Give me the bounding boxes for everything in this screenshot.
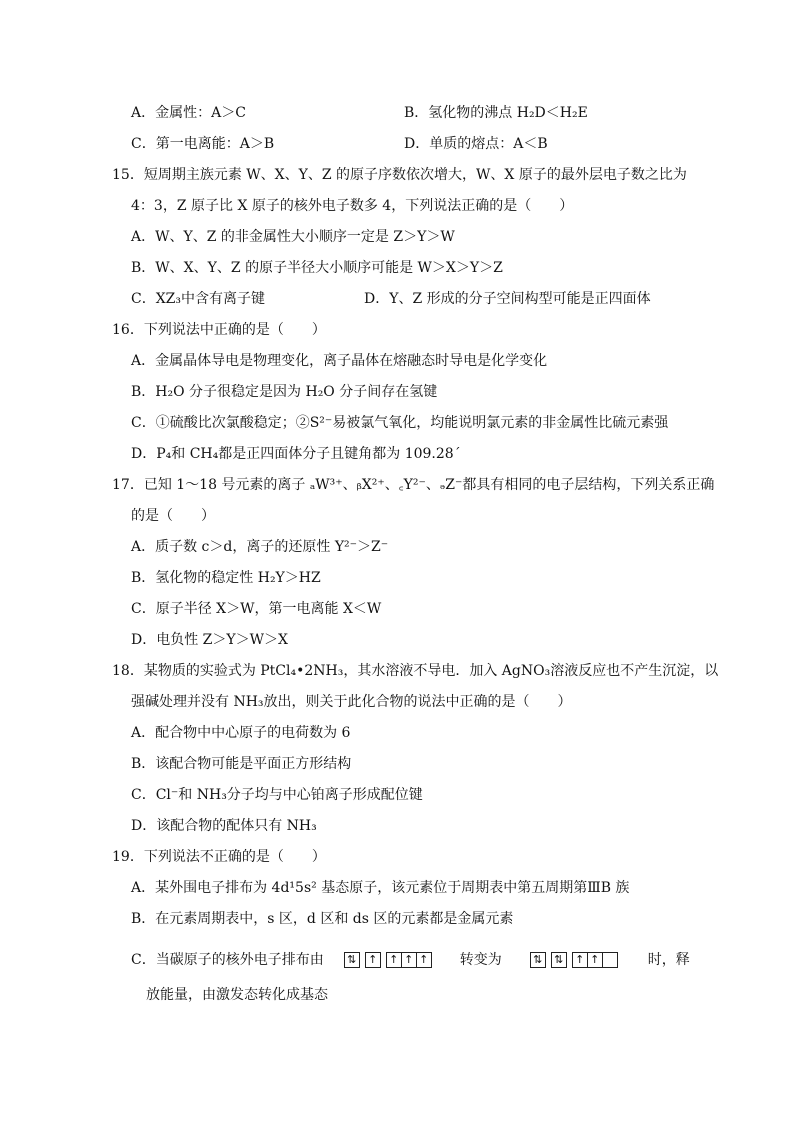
orbital-box: ⇅ [551,952,567,968]
q14-option-b: B．氢化物的沸点 H₂D＜H₂E [404,105,588,121]
orbital-box: ↑ [386,952,402,968]
q16-option-b: B．H₂O 分子很稳定是因为 H₂O 分子间存在氢键 [131,384,438,400]
q15-option-b: B．W、X、Y、Z 的原子半径大小顺序可能是 W＞X＞Y＞Z [131,260,503,276]
q18-option-c: C．Cl⁻和 NH₃分子均与中心铂离子形成配位键 [131,787,423,803]
q19-option-c [131,950,690,970]
q15-option-c: C．XZ₃中含有离子键 [131,291,266,307]
q16-option-a: A．金属晶体导电是物理变化，离子晶体在熔融态时导电是化学变化 [131,353,548,369]
orbital-box: ⇅ [530,952,546,968]
q17-option-a: A．质子数 c＞d，离子的还原性 Y²⁻＞Z⁻ [131,539,389,555]
q17-option-b: B．氢化物的稳定性 H₂Y＞HZ [131,570,321,586]
orbital-box: ↑ [572,952,588,968]
orbital-box: ↑ [416,952,432,968]
orbital-diagram-to [530,952,618,968]
q19-option-c-mid: 转变为 [459,952,502,968]
q14-option-c: C．第一电离能：A＞B [131,136,275,152]
q14-option-d: D．单质的熔点：A＜B [404,136,548,152]
q15-stem-line1: 15．短周期主族元素 W、X、Y、Z 的原子序数依次增大，W、X 原子的最外层电子数之比为 [112,167,687,183]
q18-option-d: D．该配合物的配体只有 NH₃ [131,818,317,834]
q17-option-d: D．电负性 Z＞Y＞W＞X [131,632,289,648]
q17-stem-line2: 的是（ ） [131,508,215,524]
q16-option-d: D．P₄和 CH₄都是正四面体分子且键角都为 109.28ˊ [131,446,461,462]
q18-option-b: B．该配合物可能是平面正方形结构 [131,756,352,772]
orbital-box: ↑ [401,952,417,968]
q15-option-d: D．Y、Z 形成的分子空间构型可能是正四面体 [364,291,651,307]
q19-option-b: B．在元素周期表中，s 区，d 区和 ds 区的元素都是金属元素 [131,911,514,927]
q19-option-c-line2: 放能量，由激发态转化成基态 [146,987,328,1003]
q19-option-c-prefix: C．当碳原子的核外电子排布由 [131,952,324,968]
q16-option-c: C．①硫酸比次氯酸稳定；②S²⁻易被氯气氧化，均能说明氯元素的非金属性比硫元素强 [131,415,669,431]
q18-stem-line1: 18．某物质的实验式为 PtCl₄•2NH₃，其水溶液不导电．加入 AgNO₃溶液反应也不产生沉淀，以 [112,663,719,679]
q14-option-a: A．金属性：A＞C [131,105,246,121]
q17-option-c: C．原子半径 X＞W，第一电离能 X＜W [131,601,382,617]
orbital-box: ⇅ [344,952,360,968]
orbital-box [602,952,618,968]
q18-option-a: A．配合物中中心原子的电荷数为 6 [131,725,351,741]
q19-option-c-suffix: 时，释 [647,952,690,968]
q17-stem-line1: 17．已知 1～18 号元素的离子 ₐW³⁺、ᵦX²⁺、꜀Y²⁻、ₔZ⁻都具有相同的电子层结构，下列关系正确 [112,477,715,493]
orbital-box: ↑ [365,952,381,968]
orbital-diagram-from [344,952,432,968]
orbital-box: ↑ [587,952,603,968]
q16-stem: 16．下列说法中正确的是（ ） [112,322,326,338]
q15-option-a: A．W、Y、Z 的非金属性大小顺序一定是 Z＞Y＞W [131,229,455,245]
q18-stem-line2: 强碱处理并没有 NH₃放出，则关于此化合物的说法中正确的是（ ） [131,694,572,710]
q19-stem: 19．下列说法不正确的是（ ） [112,849,326,865]
q15-stem-line2: 4：3，Z 原子比 X 原子的核外电子数多 4，下列说法正确的是（ ） [131,198,574,214]
q19-option-a: A．某外围电子排布为 4d¹5s² 基态原子，该元素位于周期表中第五周期第ⅢB 族 [131,880,630,896]
